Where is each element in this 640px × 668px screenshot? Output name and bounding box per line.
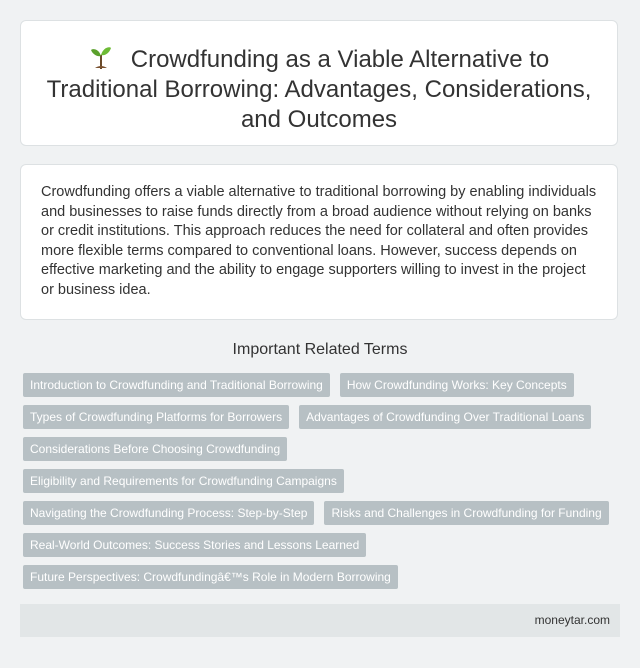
summary-text: Crowdfunding offers a viable alternative to traditional borrowing by enabling individuals and businesses to raise funds directly from a broad audience without relying on banks or credit institutions. This approach reduces the need for collateral and often provides more flexible terms compared to conventional loans. However, success depends on effective marketing and the ability to engage supporters willing to invest in the project or business idea. xyxy=(41,184,597,298)
page-title xyxy=(41,43,597,135)
tag-row xyxy=(23,469,623,493)
summary-card xyxy=(20,164,618,320)
page-title-text: Crowdfunding as a Viable Alternative to Traditional Borrowing: Advantages, Considerations, and Outcomes xyxy=(46,46,592,133)
tag-row xyxy=(23,533,623,557)
tag-row xyxy=(23,565,623,589)
related-term-tag[interactable]: How Crowdfunding Works: Key Concepts xyxy=(340,373,574,397)
related-term-tag[interactable]: Introduction to Crowdfunding and Traditional Borrowing xyxy=(23,373,330,397)
related-terms-list xyxy=(23,373,623,597)
related-term-tag[interactable]: Future Perspectives: Crowdfundingâ€™s Role in Modern Borrowing xyxy=(23,565,398,589)
footer xyxy=(20,604,620,637)
related-term-tag[interactable]: Types of Crowdfunding Platforms for Borrowers xyxy=(23,405,289,429)
title-card xyxy=(20,20,618,146)
related-terms-heading: Important Related Terms xyxy=(232,341,408,358)
tag-row xyxy=(23,405,623,429)
footer-site-link[interactable]: moneytar.com xyxy=(534,613,610,627)
related-term-tag[interactable]: Navigating the Crowdfunding Process: Step-by-Step xyxy=(23,501,314,525)
related-term-tag[interactable]: Real-World Outcomes: Success Stories and Lessons Learned xyxy=(23,533,366,557)
related-term-tag[interactable]: Eligibility and Requirements for Crowdfunding Campaigns xyxy=(23,469,344,493)
seedling-icon xyxy=(89,43,113,71)
related-term-tag[interactable]: Considerations Before Choosing Crowdfunding xyxy=(23,437,287,461)
tag-row xyxy=(23,373,623,397)
related-term-tag[interactable]: Advantages of Crowdfunding Over Traditional Loans xyxy=(299,405,591,429)
related-term-tag[interactable]: Risks and Challenges in Crowdfunding for Funding xyxy=(324,501,608,525)
tag-row xyxy=(23,501,623,525)
tag-row xyxy=(23,437,623,461)
